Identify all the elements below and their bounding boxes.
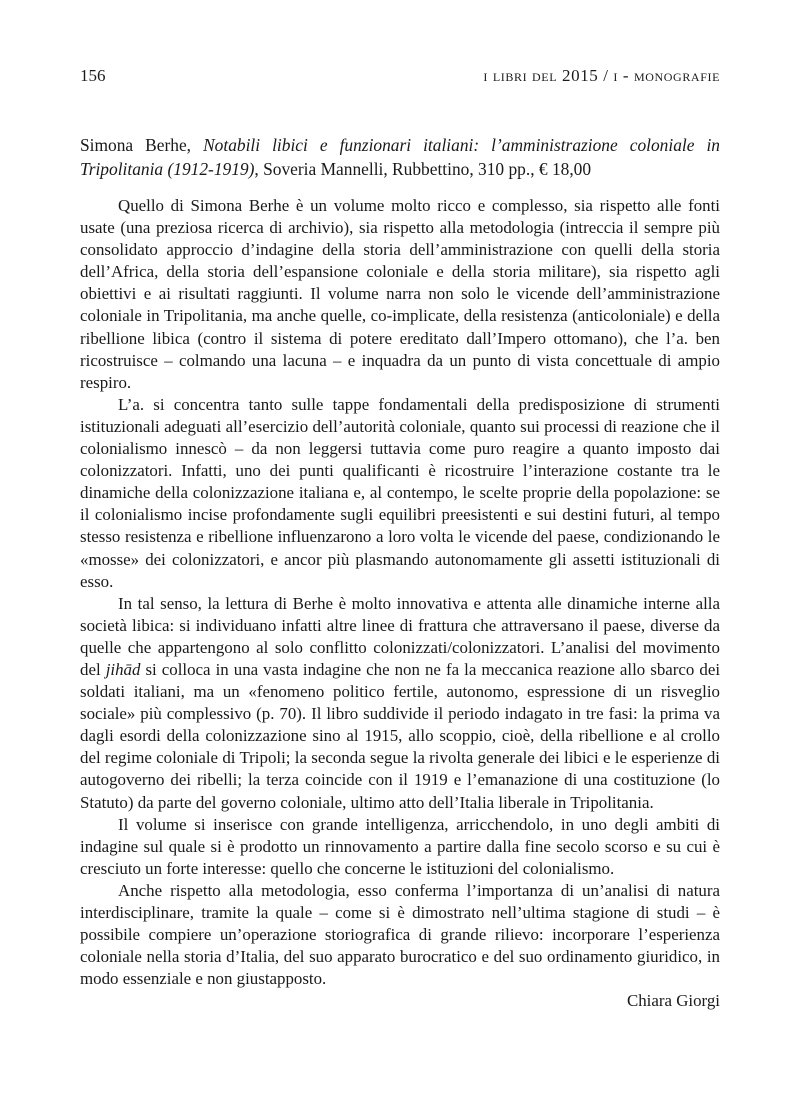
review-paragraph-3-end: si colloca in una vasta indagine che non ne fa la meccanica reazione allo sbarco dei soldati italiani, ma un «fenomeno politico fertile, autonomo, espressione di un risveglio sociale» più complessivo (p. 70). Il libro suddivide il periodo indagato in tre fasi: la prima va dagli esordi della colonizzazione sino al 1915, allo scoppio, cioè, della ribellione e al crollo del regime coloniale di Tripoli; la seconda segue la rivolta generale dei libici e le esperienze di autogoverno dei ribelli; la terza coincide con il 1919 e l’emanazione di una costituzione (lo Statuto) da parte del governo coloniale, ultimo atto dell’Italia liberale in Tripolitania. <box>80 659 721 812</box>
reviewer-signature: Chiara Giorgi <box>626 991 720 1011</box>
review-paragraph-1: Quello di Simona Berhe è un volume molto ricco e complesso, sia rispetto alle fonti usate (una preziosa ricerca di archivio), sia rispetto alla metodologia (intreccia il sempre più consolidato approccio d’indagine della storia dell’amministrazione con quelli della storia dell’Africa, della storia dell’espansione coloniale e della storia militare), sia rispetto agli obiettivi e ai risultati raggiunti. Il volume narra non solo le vicende dell’amministrazione coloniale in Tripolitania, ma anche quelle, co-implicate, della resistenza (anticoloniale) e della ribellione libica (contro il sistema di potere ereditato dall’Impero ottomano), che l’a. ben ricostruisce – colmando una lacuna – e inquadra da un punto di vista concettuale di ampio respiro. <box>80 196 720 392</box>
journal-title: i libri del 2015 / i - monografie <box>483 66 720 85</box>
review-paragraph-5: Anche rispetto alla metodologia, esso conferma l’importanza di un’analisi di natura interdisciplinare, tramite la quale – come si è dimostrato nell’ultima stagione di studi – è possibile compiere un’operazione storiografica di grande rilievo: incorporare l’esperienza coloniale nella storia d’Italia, del suo apparato burocratico e del suo ordinamento giuridico, in modo essenziale e non giustapposto. <box>80 880 720 989</box>
page-number: 156 <box>80 66 106 85</box>
page <box>80 0 720 1120</box>
book-citation <box>80 133 720 181</box>
citation-author: Simona Berhe, <box>80 135 192 155</box>
review-paragraph-2: L’a. si concentra tanto sulle tappe fondamentali della predisposizione di strumenti istituzionali adeguati all’esercizio dell’autorità coloniale, quanto sui processi di reazione che il colonialismo innescò – da non leggersi tuttavia come puro reagire a quanto imposto dai colonizzatori. Infatti, uno dei punti qualificanti è ricostruire l’interazione costante tra le dinamiche della colonizzazione italiana e, al contempo, le scelte proprie della popolazione: se il colonialismo incise profondamente sugli equilibri preesistenti e sui destini futuri, al tempo stesso resistenza e ribellione influenzarono a loro volta le vicende del paese, condizionando le «mosse» dei colonizzatori, e ancor più plasmando autonomamente gli assetti istituzionali di esso. <box>80 394 720 591</box>
review-paragraph-4: Il volume si inserisce con grande intelligenza, arricchendolo, in uno degli ambiti di indagine sul quale si è prodotto un rinnovamento a partire dalla fine secolo scorso e su cui è cresciuto un forte interesse: quello che concerne le istituzioni del colonialismo. <box>80 814 720 878</box>
citation-title: Notabili libici e funzionari italiani: l’amministrazione coloniale in Tripolitania (1912-1919) <box>80 135 720 179</box>
citation-publication: , Soveria Mannelli, Rubbettino, 310 pp., € 18,00 <box>254 159 592 179</box>
review-paragraph-3-start: In tal senso, la lettura di Berhe è molto innovativa e attenta alle dinamiche interne alla società libica: si individuano infatti altre linee di frattura che attraversano il paese, diverse da quelle che appartengono al solo conflitto colonizzati/colonizzatori. L’analisi del movimento del <box>80 593 720 679</box>
jihad-term: jihād <box>105 659 141 679</box>
review-paragraph-3 <box>80 593 720 814</box>
review-body <box>80 195 720 1012</box>
running-head <box>80 66 720 90</box>
